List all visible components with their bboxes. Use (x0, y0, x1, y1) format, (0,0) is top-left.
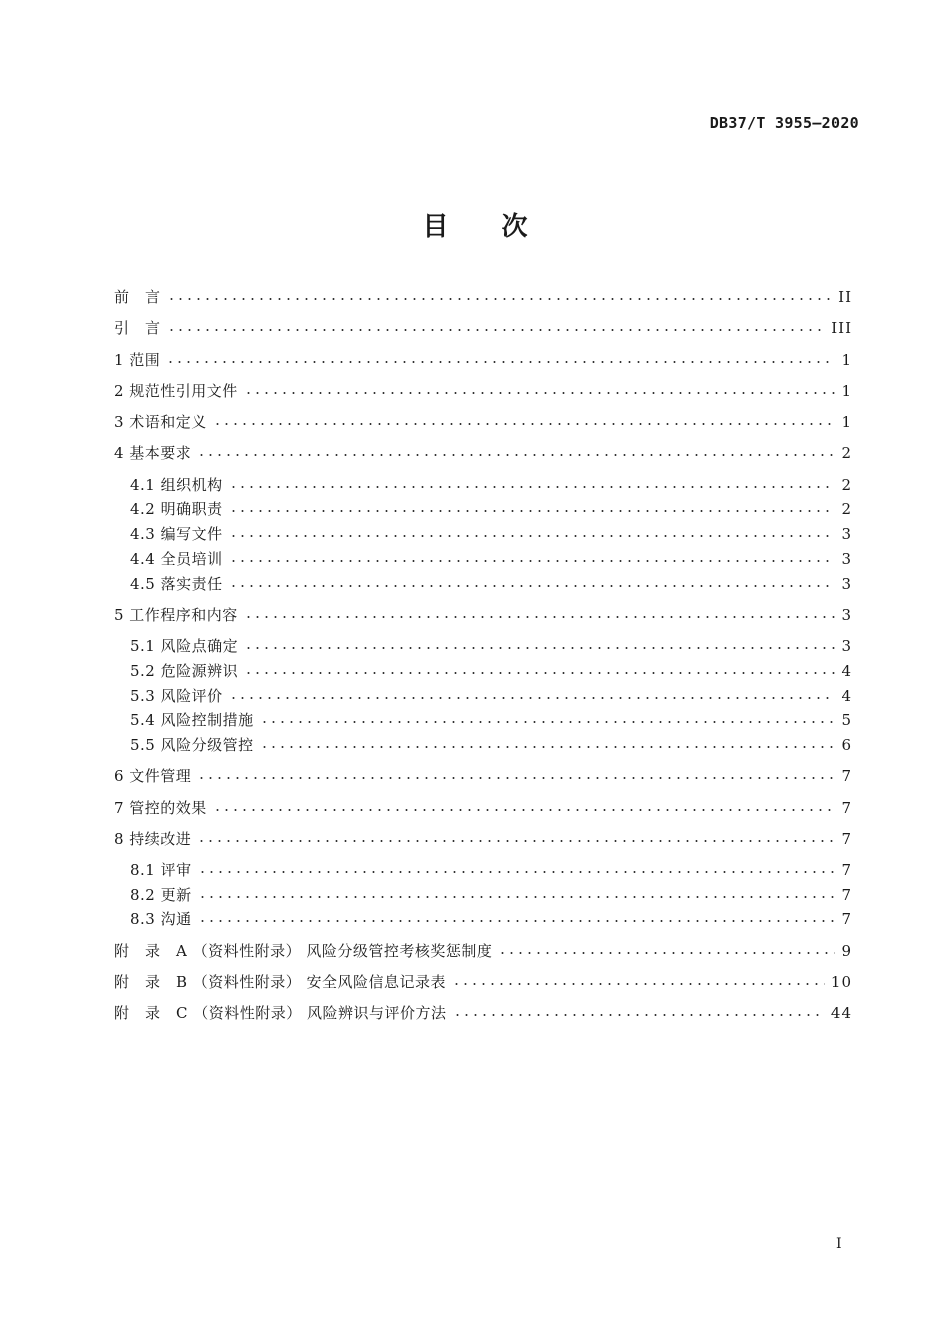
toc-entry-label: 5.5 风险分级管控 (130, 736, 254, 754)
toc-entry-label: 引 言 (114, 319, 161, 337)
toc-entry[interactable] (130, 498, 852, 520)
toc-entry-page: 3 (841, 637, 852, 655)
toc-entry-label: 附 录 A （资料性附录） 风险分级管控考核奖惩制度 (114, 942, 493, 960)
toc-entry[interactable] (114, 380, 852, 402)
toc-entry[interactable] (130, 884, 852, 906)
toc-dot-leader (166, 359, 835, 365)
toc-dot-leader (244, 645, 835, 651)
toc-entry-label: 8.2 更新 (130, 886, 192, 904)
toc-dot-leader (453, 1012, 825, 1018)
toc-entry-page: 7 (841, 830, 852, 848)
toc-entry[interactable] (114, 940, 852, 962)
toc-dot-leader (213, 807, 836, 813)
toc-entry-page: 9 (841, 942, 852, 960)
toc-entry[interactable] (130, 660, 852, 682)
toc-entry-page: 1 (841, 382, 852, 400)
toc-entry-page: 7 (841, 886, 852, 904)
toc-entry-label: 1 范围 (114, 351, 161, 369)
toc-entry-page: 5 (841, 711, 852, 729)
toc-dot-leader (229, 484, 836, 490)
toc-entry-page: III (831, 319, 852, 337)
toc-entry[interactable] (130, 685, 852, 707)
toc-entry-label: 4 基本要求 (114, 444, 192, 462)
toc-entry-page: 7 (841, 799, 852, 817)
toc-title: 目 次 (422, 212, 550, 242)
toc-entry[interactable] (130, 908, 852, 930)
toc-entry[interactable] (130, 573, 852, 595)
toc-entry-label: 5 工作程序和内容 (114, 606, 238, 624)
toc-entry-label: 4.4 全员培训 (130, 550, 223, 568)
toc-dot-leader (197, 452, 835, 458)
toc-dot-leader (260, 719, 836, 725)
toc-dot-leader (167, 296, 833, 302)
toc-dot-leader (229, 583, 836, 589)
toc-entry-label: 附 录 C （资料性附录） 风险辨识与评价方法 (114, 1004, 447, 1022)
toc-entry-page: 3 (841, 606, 852, 624)
toc-entry[interactable] (114, 442, 852, 464)
toc-entry-page: 4 (841, 662, 852, 680)
toc-entry[interactable] (130, 523, 852, 545)
toc-entry[interactable] (130, 709, 852, 731)
toc-entry[interactable] (130, 548, 852, 570)
toc-entry-page: 3 (841, 550, 852, 568)
page-number: I (836, 1236, 842, 1252)
toc-dot-leader (198, 918, 836, 924)
toc-dot-leader (197, 838, 835, 844)
toc-entry-label: 4.2 明确职责 (130, 500, 223, 518)
toc-entry-label: 8 持续改进 (114, 830, 192, 848)
toc-entry[interactable] (114, 797, 852, 819)
toc-entry[interactable] (130, 474, 852, 496)
toc-entry-label: 8.1 评审 (130, 861, 192, 879)
toc-entry[interactable] (114, 286, 852, 308)
toc-entry-page: 1 (841, 351, 852, 369)
toc-dot-leader (452, 981, 825, 987)
toc-dot-leader (229, 508, 836, 514)
toc-entry[interactable] (114, 317, 852, 339)
toc-entry-label: 4.3 编写文件 (130, 525, 223, 543)
toc-entry[interactable] (130, 859, 852, 881)
toc-entry[interactable] (130, 635, 852, 657)
toc-entry-page: 3 (841, 525, 852, 543)
toc-entry-label: 前 言 (114, 288, 161, 306)
toc-dot-leader (498, 950, 835, 956)
toc-entry-page: 2 (841, 444, 852, 462)
toc-entry-page: II (838, 288, 852, 306)
toc-entry-label: 4.1 组织机构 (130, 476, 223, 494)
toc-entry-label: 7 管控的效果 (114, 799, 207, 817)
toc-entry-label: 8.3 沟通 (130, 910, 192, 928)
toc-dot-leader (229, 533, 836, 539)
toc-entry-page: 4 (841, 687, 852, 705)
toc-entry-label: 5.1 风险点确定 (130, 637, 239, 655)
toc-entry-page: 7 (841, 767, 852, 785)
toc-dot-leader (213, 421, 836, 427)
toc-entry[interactable] (114, 411, 852, 433)
toc-dot-leader (244, 670, 835, 676)
toc-entry-label: 5.3 风险评价 (130, 687, 223, 705)
toc-dot-leader (197, 775, 835, 781)
toc-entry-page: 44 (830, 1004, 852, 1022)
toc-dot-leader (244, 614, 836, 620)
toc-dot-leader (198, 869, 836, 875)
toc-entry[interactable] (114, 349, 852, 371)
toc-entry-page: 2 (841, 500, 852, 518)
toc-entry-page: 7 (841, 861, 852, 879)
toc-entry-page: 7 (841, 910, 852, 928)
toc-dot-leader (260, 744, 836, 750)
toc-entry-label: 4.5 落实责任 (130, 575, 223, 593)
toc-entry-page: 10 (830, 973, 852, 991)
toc-entry-label: 6 文件管理 (114, 767, 192, 785)
toc-entry-label: 3 术语和定义 (114, 413, 207, 431)
toc-entry[interactable] (114, 1002, 852, 1024)
toc-entry-page: 6 (841, 736, 852, 754)
toc-entry[interactable] (130, 734, 852, 756)
toc-dot-leader (229, 695, 836, 701)
toc-entry[interactable] (114, 604, 852, 626)
toc-dot-leader (167, 327, 826, 333)
toc-entry[interactable] (114, 828, 852, 850)
toc-entry-label: 2 规范性引用文件 (114, 382, 238, 400)
toc-dot-leader (229, 558, 836, 564)
document-code: DB37/T 3955—2020 (709, 114, 859, 132)
toc-entry-page: 3 (841, 575, 852, 593)
toc-entry[interactable] (114, 971, 852, 993)
toc-entry-page: 2 (841, 476, 852, 494)
toc-entry-label: 附 录 B （资料性附录） 安全风险信息记录表 (114, 973, 447, 991)
toc-entry-label: 5.4 风险控制措施 (130, 711, 254, 729)
toc-dot-leader (244, 390, 836, 396)
toc-dot-leader (198, 894, 836, 900)
toc-entry-page: 1 (841, 413, 852, 431)
toc-entry-label: 5.2 危险源辨识 (130, 662, 239, 680)
toc-entry[interactable] (114, 765, 852, 787)
